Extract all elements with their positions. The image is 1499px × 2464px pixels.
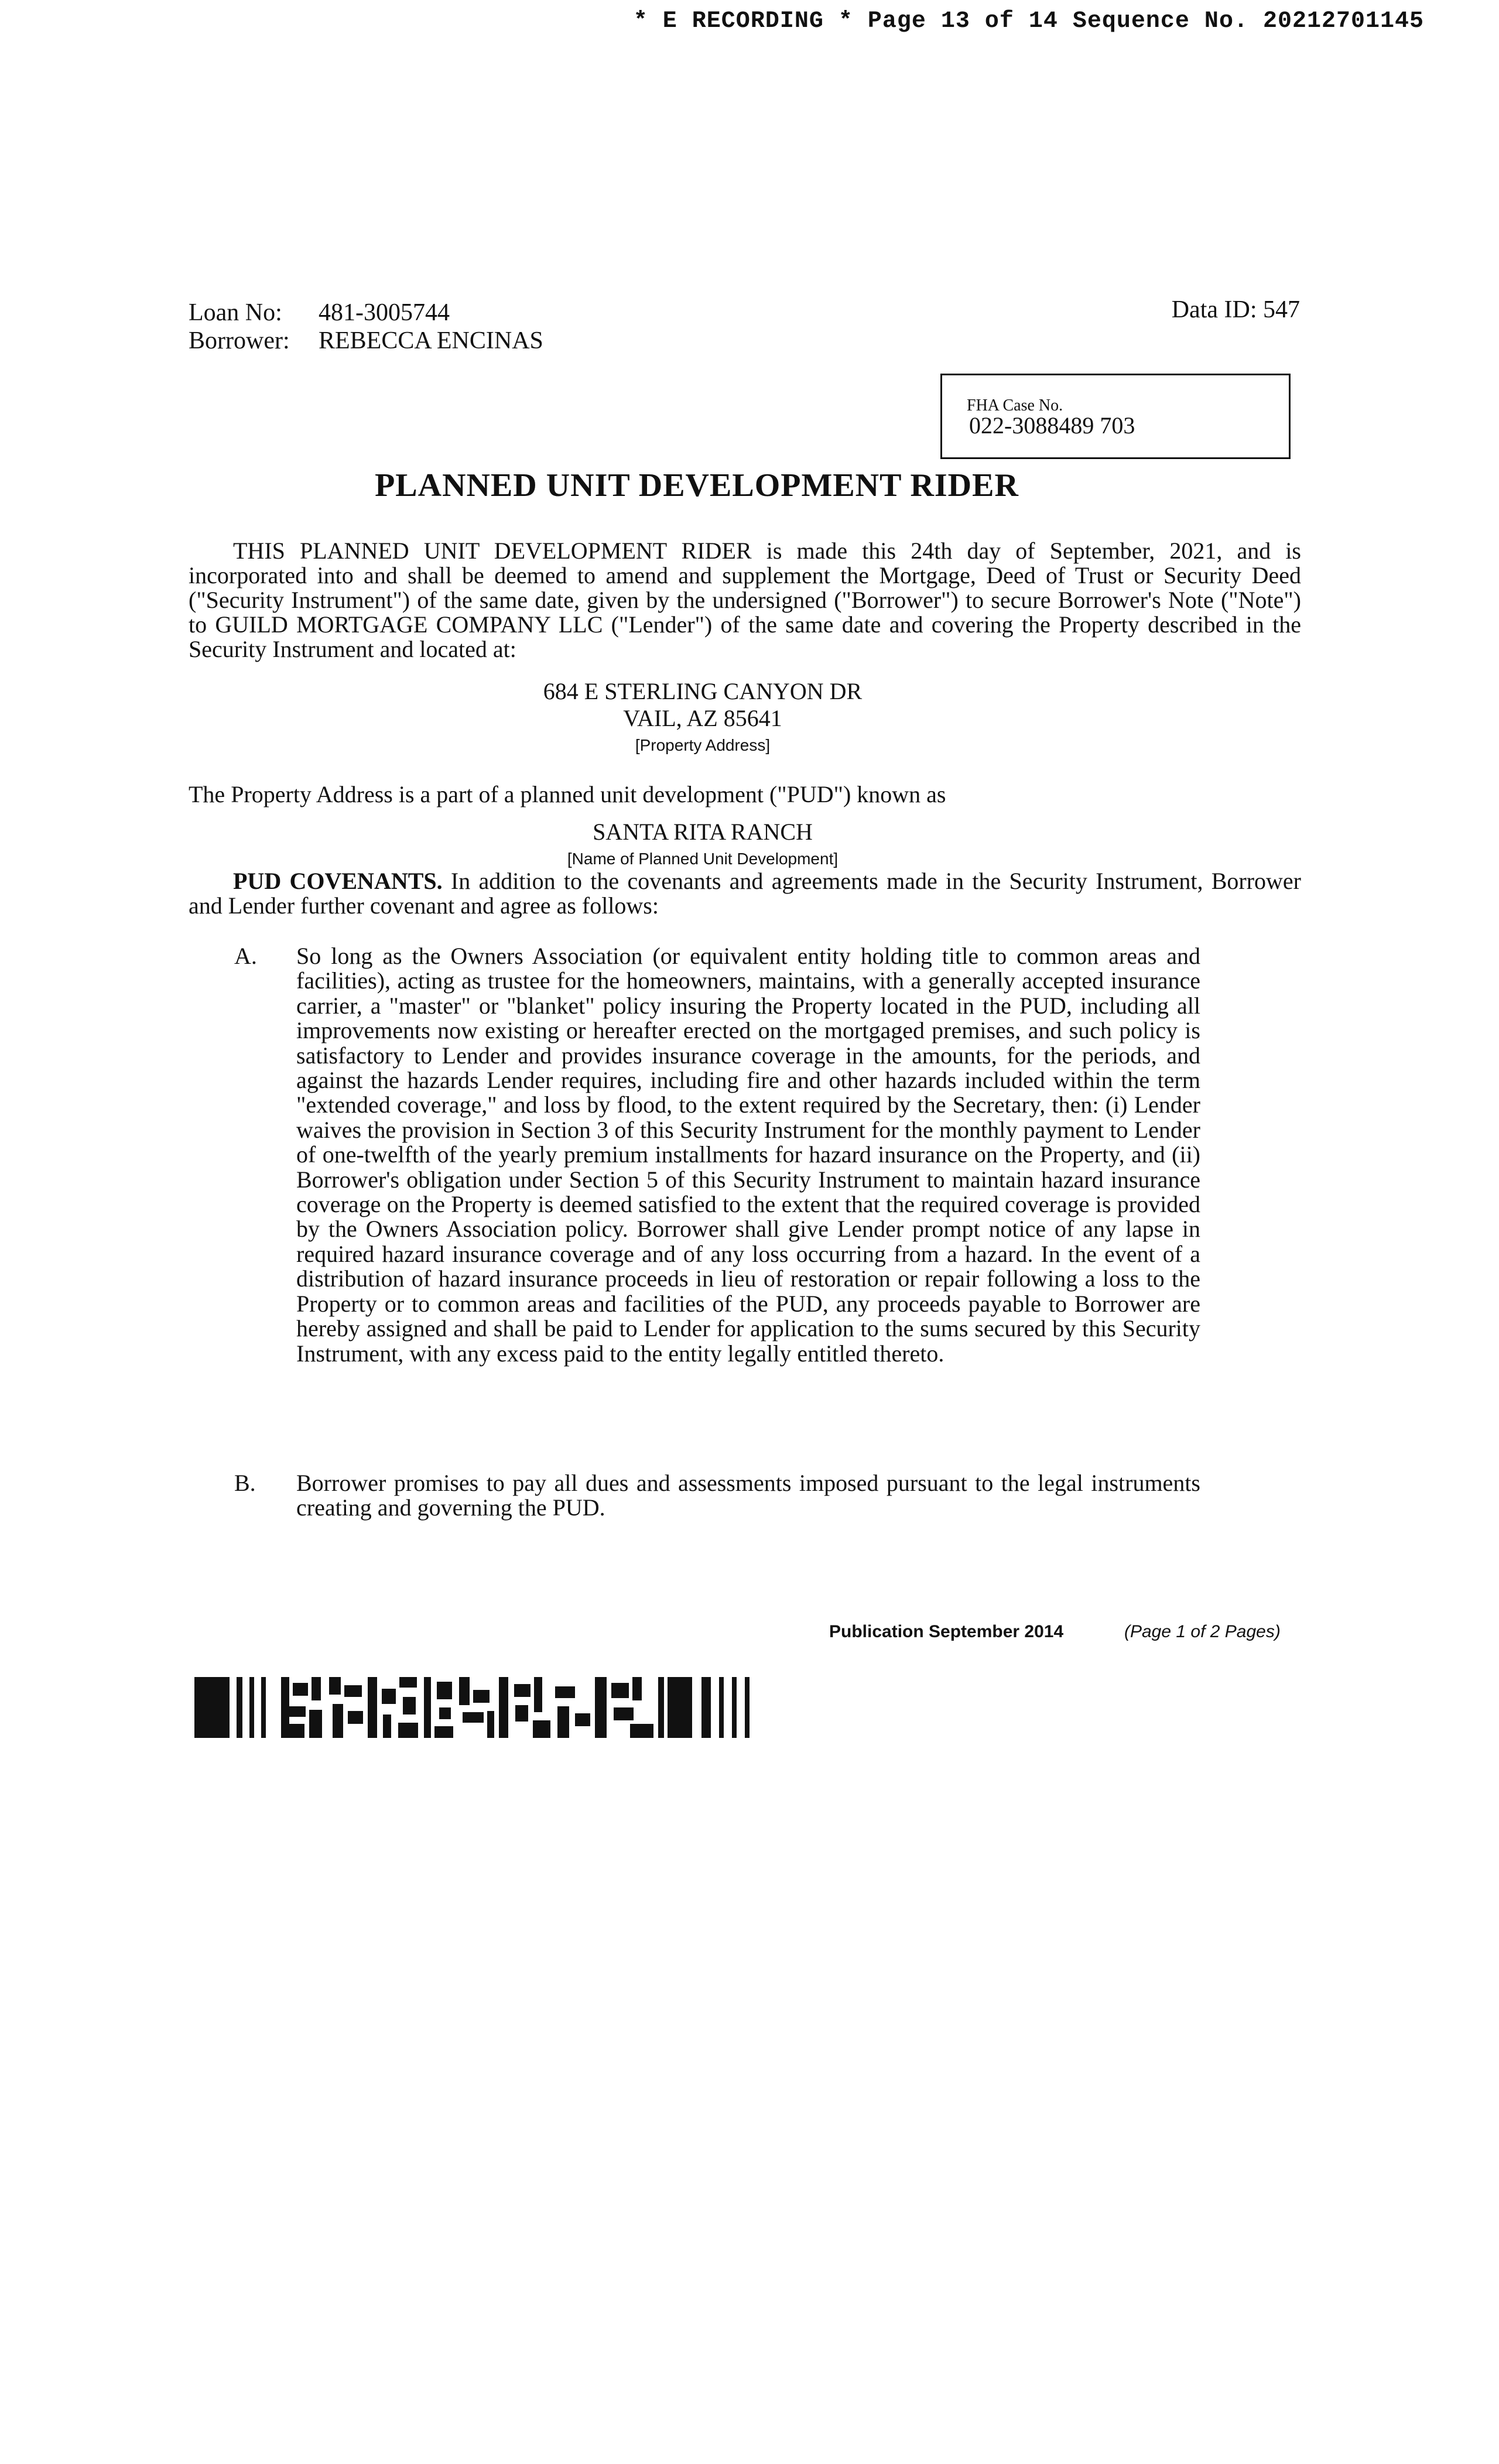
pud-statement: The Property Address is a part of a planned unit development ("PUD") known as (189, 781, 946, 807)
covenants-intro: In addition to the covenants and agreements made in the Security Instrument, Borrower and Lender further covenant and agree as follows: (189, 868, 1301, 919)
covenant-text: So long as the Owners Association (or equivalent entity holding title to common areas and facilities), acting as trustee for the homeowners, maintains, with a generally accepted insurance carrier, a "master" or "blanket" policy insuring the Property located in the PUD, including all improvements now existing or hereafter erected on the mortgaged premises, and such policy is satisfactory to Lender and provides insurance coverage in the amounts, for the periods, and against the hazards Lender requires, including fire and other hazards included within the term "extended coverage," and loss by flood, to the extent required by the Secretary, then: (i) Lender waives the provision in Section 3 of this Security Instrument for the monthly payment to Lender of one-twelfth of the yearly premium installments for hazard insurance on the Property, and (ii) Borrower's obligation under Section 5 of this Security Instrument to maintain hazard insurance coverage on the Property is deemed satisfied to the extent that the required coverage is provided by the Owners Association policy. Borrower shall give Lender prompt notice of any lapse in required hazard insurance coverage and of any loss occurring from a hazard. In the event of a distribution of hazard insurance proceeds in lieu of restoration or repair following a loss to the Property or to common areas and facilities of the PUD, any proceeds payable to Borrower are hereby assigned and shall be paid to Lender for application to the sums secured by this Security Instrument, with any excess paid to the entity legally entitled thereto. (296, 943, 1200, 1367)
covenants-heading: PUD COVENANTS. (233, 868, 443, 894)
covenant-marker: B. (234, 1470, 256, 1496)
fha-case-number: 022-3088489 703 (969, 412, 1135, 439)
fha-case-box (940, 374, 1291, 459)
borrower-row (189, 327, 543, 355)
property-address-line2: VAIL, AZ 85641 (623, 705, 782, 731)
document-title: PLANNED UNIT DEVELOPMENT RIDER (375, 467, 1019, 504)
data-id: Data ID: 547 (1171, 296, 1300, 323)
pud-name-label: [Name of Planned Unit Development] (567, 850, 839, 868)
recording-stamp: * E RECORDING * Page 13 of 14 Sequence No. 20212701145 (633, 8, 1424, 35)
covenant-marker: A. (234, 943, 257, 969)
loan-info (189, 299, 543, 355)
borrower-name: REBECCA ENCINAS (319, 327, 543, 354)
publication-date: Publication September 2014 (829, 1622, 1064, 1641)
pud-name: SANTA RITA RANCH (593, 819, 813, 845)
document-barcode (194, 1677, 780, 1738)
intro-paragraph (189, 539, 1301, 662)
fha-case-caption: FHA Case No. (967, 396, 1063, 415)
property-address-line1: 684 E STERLING CANYON DR (543, 678, 863, 704)
loan-number-row (189, 299, 543, 327)
loan-number: 481-3005744 (319, 299, 450, 326)
covenant-text: Borrower promises to pay all dues and assessments imposed pursuant to the legal instruments creating and governing the PUD. (296, 1470, 1200, 1521)
covenants-paragraph (189, 869, 1301, 918)
page-info: (Page 1 of 2 Pages) (1124, 1622, 1281, 1641)
intro-text: THIS PLANNED UNIT DEVELOPMENT RIDER is made this 24th day of September, 2021, and is incorporated into and shall be deemed to amend and supplement the Mortgage, Deed of Trust or Security Deed ("Security Instrument") of the same date, given by the undersigned ("Borrower") to secure Borrower's Note ("Note") to GUILD MORTGAGE COMPANY LLC ("Lender") of the same date and covering the Property described in the Security Instrument and located at: (189, 538, 1301, 662)
loan-number-label: Loan No: (189, 299, 282, 326)
borrower-label: Borrower: (189, 327, 290, 354)
property-address-label: [Property Address] (635, 736, 771, 754)
